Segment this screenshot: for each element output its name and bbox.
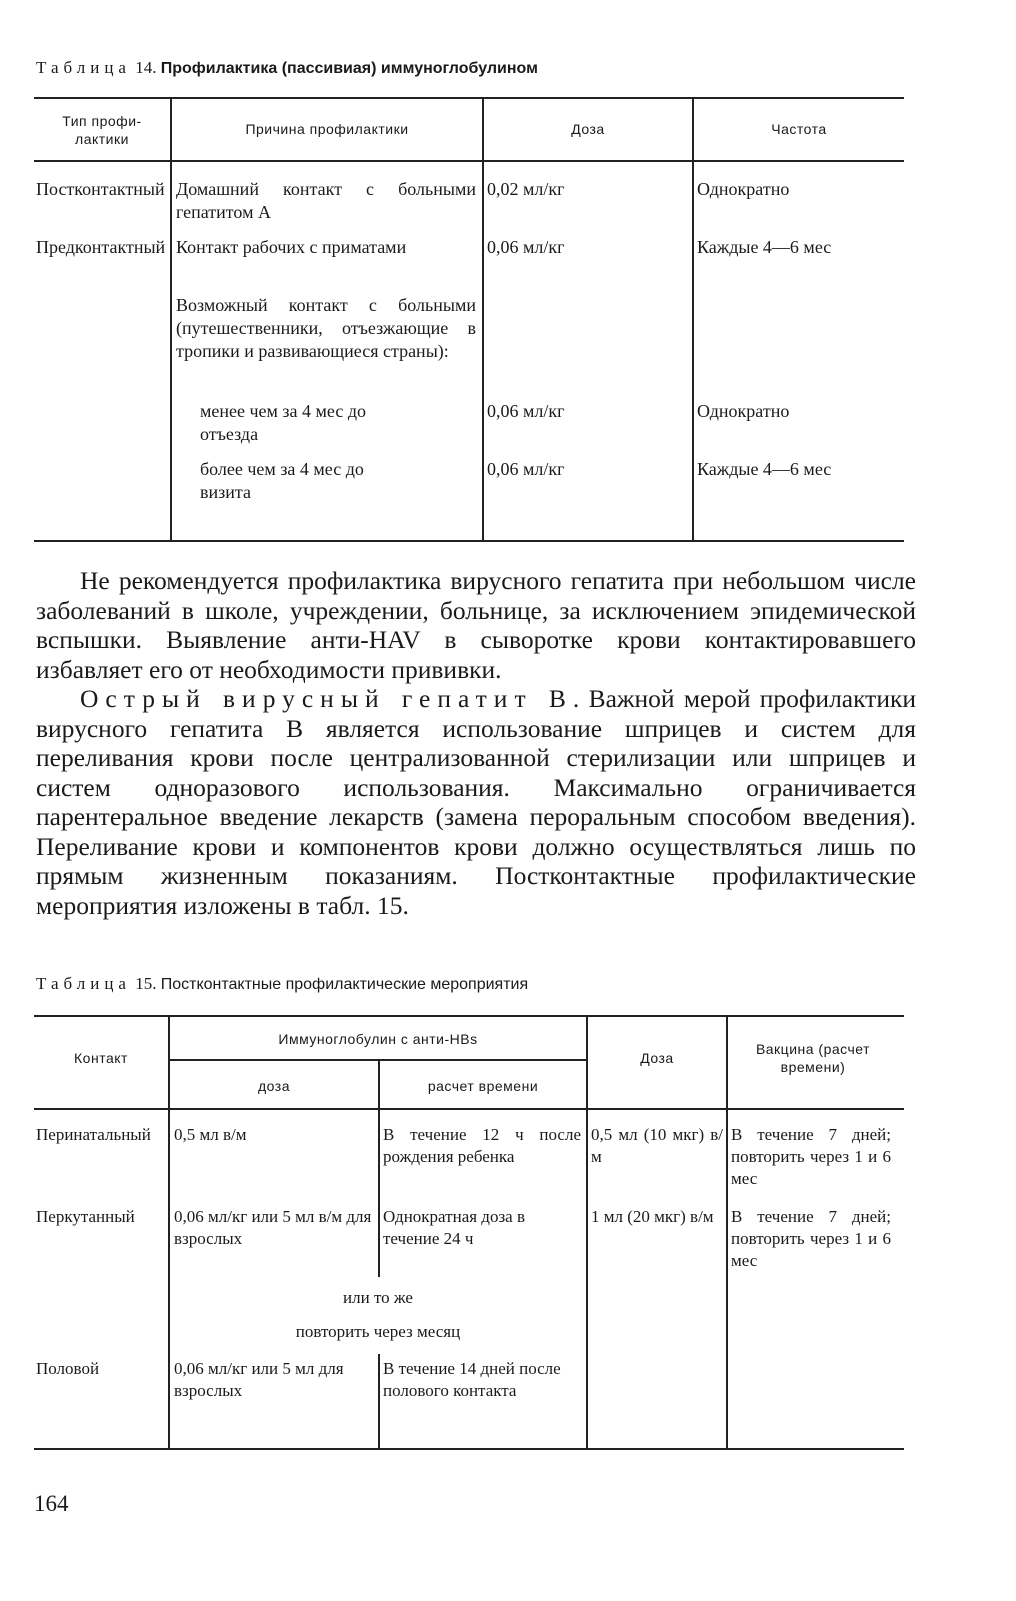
table15-caption <box>36 974 528 994</box>
table14-caption-title: Профилактика (пассивиая) иммуноглобулином <box>160 60 538 77</box>
table15-row2-contact: Перкутанный <box>36 1207 135 1226</box>
hepatitis-b-heading: Острый вирусный гепатит В <box>80 684 573 713</box>
table15-caption-number: 15. <box>135 974 157 993</box>
table14-caption-number: 14. <box>135 58 157 77</box>
table15-row1-ig-dose: 0,5 мл в/м <box>174 1125 247 1144</box>
table15-row3-contact: Половой <box>36 1359 100 1378</box>
table15-row2-dose: 1 мл (20 мкг) в/м <box>591 1207 714 1226</box>
table15-row3-ig-timing: В течение 14 дней после полового контакта <box>383 1359 561 1400</box>
table14-header-reason: Причина профилактики <box>245 121 409 137</box>
table14-row1-dose: 0,02 мл/кг <box>487 179 565 199</box>
table14-row2-reason: Контакт рабочих с приматами <box>176 237 407 257</box>
table14-header-frequency: Частота <box>771 121 827 137</box>
page-number: 164 <box>34 1491 69 1516</box>
table14-header-type: Тип профи- лактики <box>62 113 142 147</box>
table15-caption-label: Таблица <box>36 974 131 993</box>
table15-header-vaccine: Вакцина (расчет времени) <box>755 1041 871 1075</box>
table14-top-rule <box>34 97 904 99</box>
table15-col-divider-1 <box>168 1015 170 1450</box>
table14-col-divider-3 <box>692 97 694 542</box>
table14-bottom-rule <box>34 540 904 542</box>
table14-row5-dose: 0,06 мл/кг <box>487 459 565 479</box>
table15-row2-ig-dose: 0,06 мл/кг или 5 мл в/м для взрослых <box>174 1207 372 1248</box>
table14-caption <box>36 58 538 78</box>
paragraph-hepatitis-b <box>36 684 916 920</box>
table15-row2-ig-timing: Однократная доза в течение 24 ч <box>383 1207 525 1248</box>
table14-col-divider-2 <box>482 97 484 542</box>
table14-row4-frequency: Однократно <box>697 401 790 421</box>
table15-header-ig-dose: доза <box>257 1078 290 1094</box>
table15-row1-vaccine: В течение 7 дней; повторить через 1 и 6 мес <box>731 1125 891 1188</box>
table15-col-divider-2a <box>378 1059 380 1277</box>
table15-row1-ig-timing: В течение 12 ч после рождения ребенка <box>383 1125 581 1166</box>
table14-header-rule <box>34 160 904 162</box>
paragraph-hav-prophylaxis: Не рекомендуется профилактика вирусного гепатита при небольшом числе заболеваний в школе, учреждении, больнице, за исключением эпидемической вспышки. Выявление анти-HAV в сыворотке крови контактировавшего избавляет его от необходимости прививки. <box>36 566 916 684</box>
table14-row4-dose: 0,06 мл/кг <box>487 401 565 421</box>
table15-note-or: или то же <box>343 1288 413 1307</box>
table14-col-divider-1 <box>170 97 172 542</box>
table14-caption-label: Таблица <box>36 58 131 77</box>
table15-top-rule <box>34 1015 904 1017</box>
table15-header-contact: Контакт <box>74 1050 128 1066</box>
table14-header-dose: Доза <box>571 121 605 137</box>
table14-row5-frequency: Каждые 4—6 мес <box>697 459 832 479</box>
table15-header-ig-group: Иммуноглобулин с анти-HBs <box>278 1031 478 1047</box>
table14-row2-type: Предконтактный <box>36 237 166 257</box>
table15-row3-ig-dose: 0,06 мл/кг или 5 мл для взрослых <box>174 1359 344 1400</box>
table15-header-rule <box>34 1108 904 1110</box>
table15-header-ig-timing: расчет времени <box>427 1078 539 1094</box>
table15-row2-vaccine: В течение 7 дней; повторить через 1 и 6 мес <box>731 1207 891 1270</box>
table15-col-divider-4 <box>726 1015 728 1450</box>
table15-col-divider-2b <box>378 1354 380 1450</box>
table14-row3-reason: Возможный контакт с больными (путешественники, отъезжающие в тропики и развивающиеся страны): <box>176 295 476 361</box>
table15-header-dose: Доза <box>640 1050 674 1066</box>
table15-bottom-rule <box>34 1448 904 1450</box>
table14-row2-dose: 0,06 мл/кг <box>487 237 565 257</box>
table15-row1-contact: Перинатальный <box>36 1125 151 1144</box>
table15-col-divider-3 <box>586 1015 588 1450</box>
table14-row1-frequency: Однократно <box>697 179 790 199</box>
table15-caption-title: Постконтактные профилактические мероприятия <box>160 976 529 993</box>
table14-row5-reason: более чем за 4 мес до визита <box>200 459 364 502</box>
table14-row1-type: Постконтактный <box>36 179 165 199</box>
table14-row4-reason: менее чем за 4 мес до отъезда <box>200 401 366 444</box>
table14-row2-frequency: Каждые 4—6 мес <box>697 237 832 257</box>
table14-row1-reason: Домашний контакт с больными гепатитом А <box>176 179 476 222</box>
table15-row1-dose: 0,5 мл (10 мкг) в/м <box>591 1125 723 1166</box>
hepatitis-b-text: . Важной мерой профилактики вирусного гепатита В является использование шприцев и систем для переливания крови после централизованной стерилизации или шприцев и систем одноразового использования. Максимально ограничивается парентеральное введение лекарств (замена пероральным способом введения). Переливание крови и компонентов крови должно осуществляться лишь по прямым жизненным показаниям. Постконтактные профилактические мероприятия изложены в табл. 15. <box>36 684 916 920</box>
table15-note-repeat: повторить через месяц <box>295 1322 461 1341</box>
